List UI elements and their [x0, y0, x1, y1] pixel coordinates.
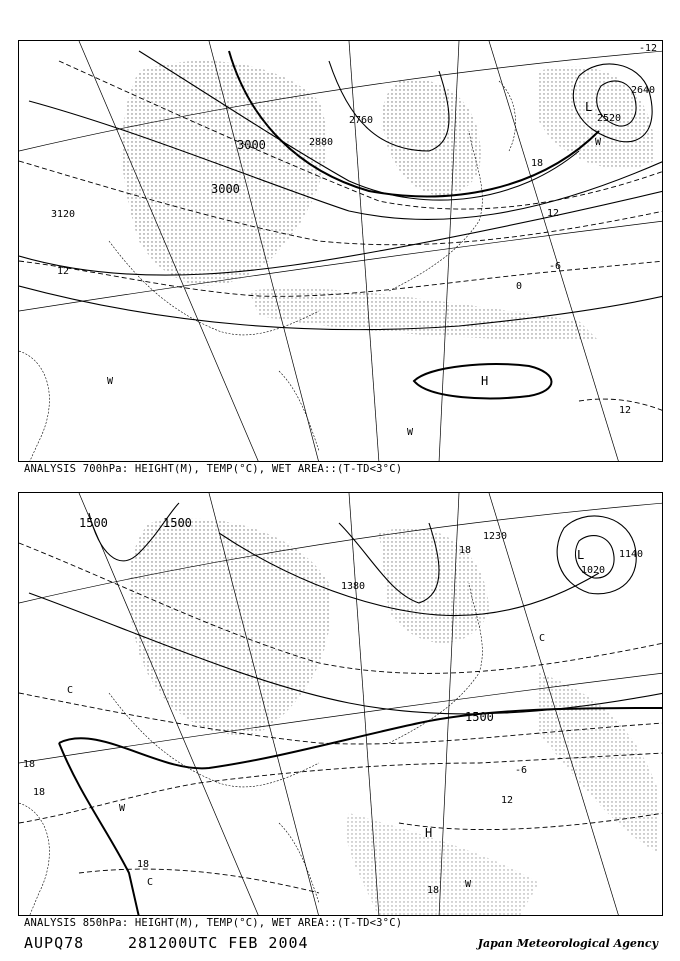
temp-label: -12 — [639, 43, 658, 54]
height-label: 1500 — [465, 710, 494, 724]
temp-label: 12 — [547, 208, 560, 219]
height-label: 2760 — [349, 115, 374, 126]
high-center-label: H — [481, 374, 489, 388]
low-center-label: L — [585, 100, 593, 114]
temp-label: -6 — [549, 261, 562, 272]
height-label: 1020 — [581, 565, 606, 576]
map-850hpa — [18, 492, 663, 916]
map-700hpa — [18, 40, 663, 462]
temp-label: 18 — [427, 885, 440, 896]
warm-center-label: W — [407, 427, 414, 438]
cold-center-label: C — [67, 685, 74, 696]
warm-center-label: W — [465, 879, 472, 890]
agency-name: Japan Meteorological Agency — [477, 937, 658, 950]
wet-area — [122, 61, 327, 286]
temp-label: 0 — [516, 281, 523, 292]
temp-label: 18 — [459, 545, 472, 556]
map-850hpa-canvas — [19, 493, 663, 916]
temp-label: 18 — [33, 787, 46, 798]
temp-label: 12 — [501, 795, 514, 806]
height-label: 1140 — [619, 549, 644, 560]
height-label: 3000 — [211, 182, 240, 196]
panel-caption-850hpa: ANALYSIS 850hPa: HEIGHT(M), TEMP(°C), WET AREA::(T-TD<3°C) — [24, 917, 403, 929]
warm-center-label: W — [595, 137, 602, 148]
height-label: 1380 — [341, 581, 366, 592]
wet-area — [539, 673, 659, 853]
temp-label: 12 — [619, 405, 632, 416]
height-label: 1230 — [483, 531, 508, 542]
height-label: 1500 — [79, 516, 108, 530]
wet-area — [129, 519, 331, 735]
warm-center-label: W — [107, 376, 114, 387]
low-center-label: L — [577, 548, 585, 562]
temp-label: 18 — [23, 759, 36, 770]
panel-caption-700hpa: ANALYSIS 700hPa: HEIGHT(M), TEMP(°C), WET AREA::(T-TD<3°C) — [24, 463, 403, 475]
temp-label: 18 — [531, 158, 544, 169]
height-label: 2520 — [597, 113, 622, 124]
temp-label: 18 — [137, 859, 150, 870]
height-label: 1500 — [163, 516, 192, 530]
height-label: 3120 — [51, 209, 76, 220]
wet-area — [382, 79, 480, 195]
valid-time: 281200UTC FEB 2004 — [128, 934, 309, 952]
wet-area — [379, 528, 489, 643]
map-700hpa-canvas — [19, 41, 663, 462]
wet-area — [249, 288, 599, 341]
height-label: 2640 — [631, 85, 656, 96]
height-label: 2880 — [309, 137, 334, 148]
cold-center-label: C — [147, 877, 154, 888]
chart-code: AUPQ78 — [24, 934, 85, 952]
cold-center-label: C — [539, 633, 546, 644]
temp-label: 12 — [57, 266, 70, 277]
high-center-label: H — [425, 826, 433, 840]
warm-center-label: W — [119, 803, 126, 814]
temp-label: -6 — [515, 765, 528, 776]
height-label: 3000 — [237, 138, 266, 152]
